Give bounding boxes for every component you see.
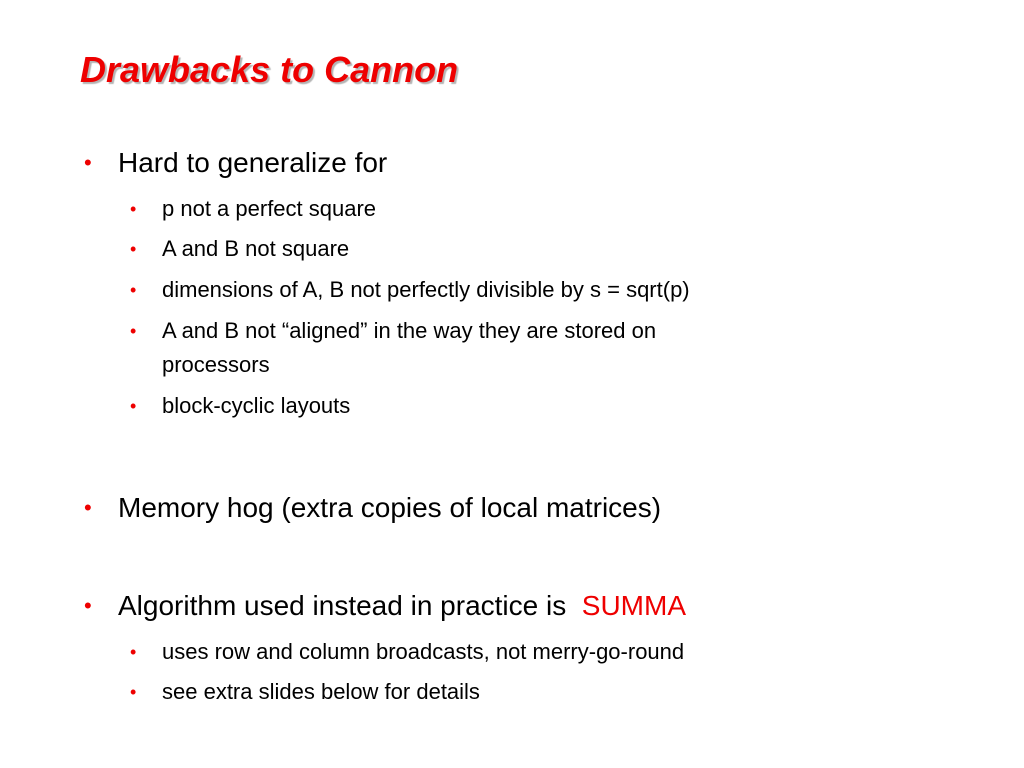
bullet-text-line [118,589,686,623]
sub-bullet-text: processors [162,352,270,377]
sub-bullet-text: dimensions of A, B not perfectly divisible by s = sqrt(p) [162,277,690,302]
bullet-marker: • [84,593,92,618]
sub-bullet-text: block-cyclic layouts [162,393,351,418]
slide-title: Drawbacks to Cannon [80,49,459,90]
bullet-text: Hard to generalize for [118,147,388,178]
bullet-marker: • [130,239,137,259]
bullet-marker: • [130,321,137,341]
summa-highlight: SUMMA [581,590,687,621]
bullet-marker: • [130,280,137,300]
sub-bullet-text: A and B not “aligned” in the way they are stored on [162,318,657,343]
bullet-text: Algorithm used instead in practice is [118,590,574,621]
bullet-marker: • [130,396,137,416]
sub-bullet-text: see extra slides below for details [162,679,480,704]
bullet-marker: • [84,495,92,520]
bullet-marker: • [84,150,92,175]
bullet-marker: • [130,642,137,662]
bullet-marker: • [130,682,137,702]
bullet-text: Memory hog (extra copies of local matrices) [118,492,662,523]
sub-bullet-text: A and B not square [162,236,350,261]
sub-bullet-text: uses row and column broadcasts, not merry-go-round [162,639,685,664]
bullet-marker: • [130,199,137,219]
sub-bullet-text: p not a perfect square [162,196,377,221]
